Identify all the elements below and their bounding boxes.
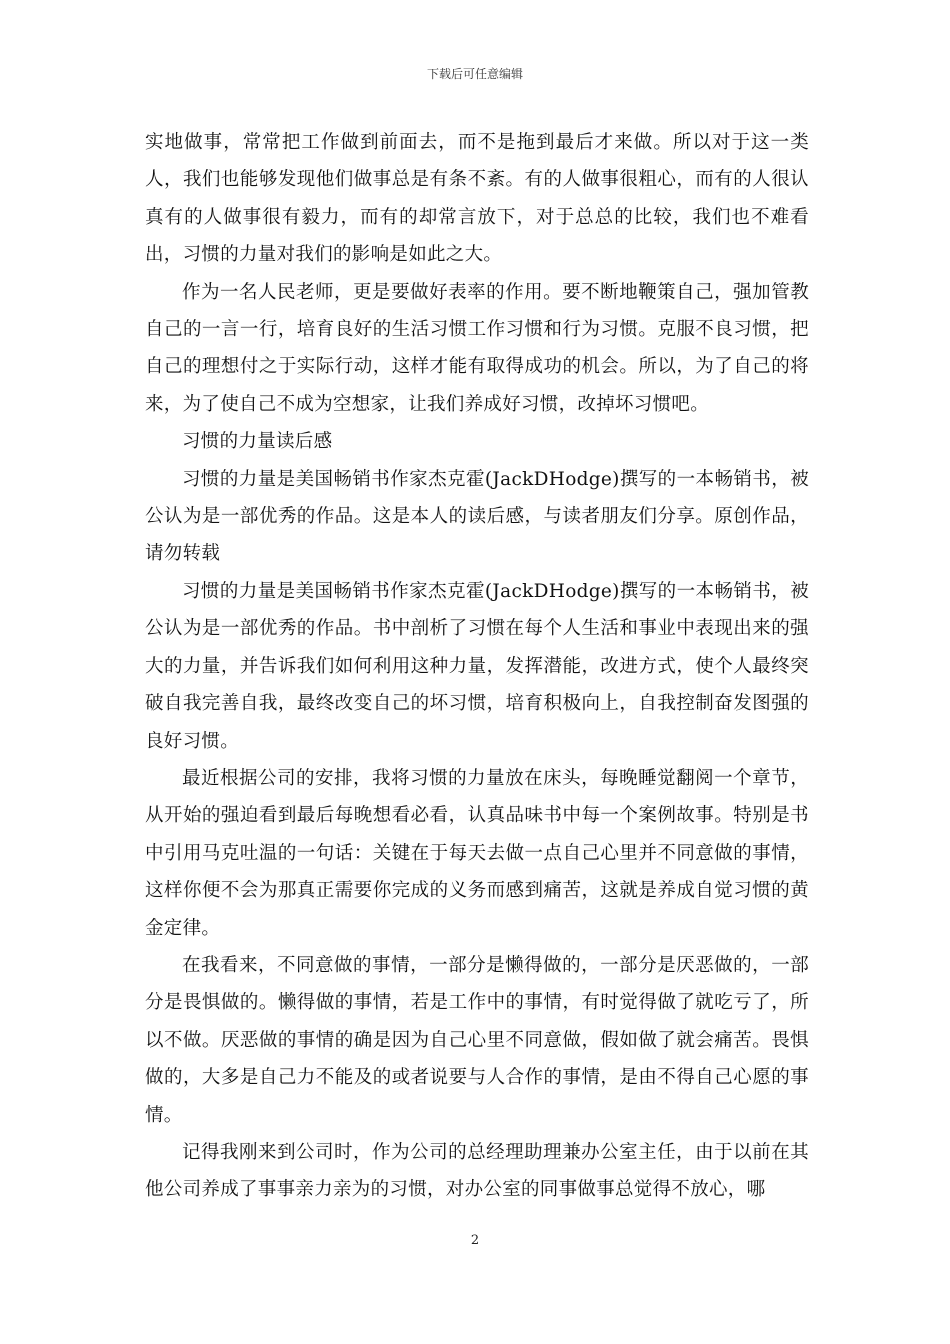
paragraph-continuation: 实地做事，常常把工作做到前面去，而不是拖到最后才来做。所以对于这一类人，我们也能够发现他们做事总是有条不紊。有的人做事很粗心，而有的人很认真有的人做事很有毅力，而有的却常言放下，对于总总的比较，我们也不难看出，习惯的力量对我们的影响是如此之大。 — [145, 132, 809, 266]
paragraph-teacher-role: 作为一名人民老师，更是要做好表率的作用。要不断地鞭策自己，强加管教自己的一言一行，培育良好的生活习惯工作习惯和行为习惯。克服不良习惯，把自己的理想付之于实际行动，这样才能有取得成功的机会。所以，为了自己的将来，为了使自己不成为空想家，让我们养成好习惯，改掉坏习惯吧。 — [145, 281, 809, 415]
paragraph-book-intro-short: 习惯的力量是美国畅销书作家杰克霍(JackDHodge)撰写的一本畅销书，被公认为是一部优秀的作品。这是本人的读后感，与读者朋友们分享。原创作品，请勿转载 — [145, 468, 809, 565]
paragraph-personal-story: 记得我刚来到公司时，作为公司的总经理助理兼办公室主任，由于以前在其他公司养成了事事亲力亲为的习惯，对办公室的同事做事总觉得不放心，哪 — [145, 1141, 809, 1201]
page-header: 下载后可任意编辑 — [426, 67, 523, 81]
section-heading: 习惯的力量读后感 — [182, 431, 333, 453]
page-number: 2 — [470, 1233, 480, 1248]
paragraph-reading-experience: 最近根据公司的安排，我将习惯的力量放在床头，每晚睡觉翻阅一个章节，从开始的强迫看到最后每晚想看必看，认真品味书中每一个案例故事。特别是书中引用马克吐温的一句话：关键在于每天去做一点自己心里并不同意做的事情，这样你便不会为那真正需要你完成的义务而感到痛苦，这就是养成自觉习惯的黄金定律。 — [145, 767, 809, 939]
paragraph-book-intro-long: 习惯的力量是美国畅销书作家杰克霍(JackDHodge)撰写的一本畅销书，被公认为是一部优秀的作品。书中剖析了习惯在每个人生活和事业中表现出来的强大的力量，并告诉我们如何利用这种力量，发挥潜能，改进方式，使个人最终突破自我完善自我，最终改变自己的坏习惯，培育积极向上，自我控制奋发图强的良好习惯。 — [145, 580, 809, 752]
document-body — [145, 124, 809, 1209]
paragraph-reflection: 在我看来，不同意做的事情，一部分是懒得做的，一部分是厌恶做的，一部分是畏惧做的。懒得做的事情，若是工作中的事情，有时觉得做了就吃亏了，所以不做。厌恶做的事情的确是因为自己心里不同意做，假如做了就会痛苦。畏惧做的，大多是自己力不能及的或者说要与人合作的事情，是由不得自己心愿的事情。 — [145, 954, 809, 1126]
